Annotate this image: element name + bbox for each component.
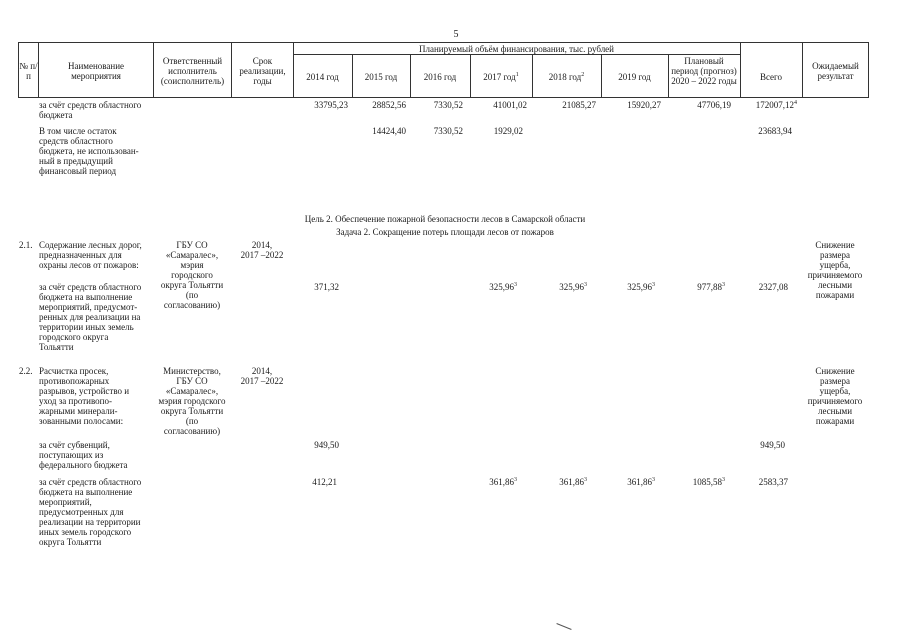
task-heading: Задача 2. Сокращение потерь площади лесов от пожаров bbox=[336, 227, 554, 237]
row-responsible: Министерство, ГБУ СО «Самаралес», мэрия городского округа Тольятти (по согласованию) bbox=[158, 366, 226, 436]
header-2018: 2018 год$^2$ bbox=[548, 72, 585, 82]
cell-plan: 1085,58$^3$ bbox=[692, 477, 725, 487]
header-responsible: Ответственный исполнитель (соисполнитель) bbox=[160, 56, 225, 86]
col-border bbox=[38, 42, 39, 98]
header-2017: 2017 год$^1$ bbox=[483, 72, 519, 82]
col-border bbox=[740, 42, 741, 98]
header-num: № п/п bbox=[19, 61, 38, 81]
row-responsible: ГБУ СО «Самаралес», мэрия городского округа Тольятти (по согласованию) bbox=[160, 240, 224, 310]
row-name: Содержание лесных дорог, предназначенных для охраны лесов от пожаров: bbox=[39, 240, 142, 270]
row-name: за счёт средств областного бюджета bbox=[39, 100, 142, 120]
header-sub-border bbox=[293, 54, 740, 55]
goal-heading: Цель 2. Обеспечение пожарной безопасности лесов в Самарской области bbox=[304, 214, 586, 224]
cell-2018: 325,96$^3$ bbox=[559, 282, 587, 292]
cell-2017: 361,86$^3$ bbox=[489, 477, 517, 487]
header-name: Наименование мероприятия bbox=[67, 61, 125, 81]
cell-2016: 7330,52 bbox=[433, 100, 463, 110]
cell-2019: 15920,27 bbox=[627, 100, 661, 110]
header-result: Ожидаемый результат bbox=[812, 61, 859, 81]
cell-total: 23683,94 bbox=[758, 126, 792, 136]
cell-plan: 977,88$^3$ bbox=[697, 282, 725, 292]
row-name: за счёт средств областного бюджета на выполнение мероприятий, предусмот- ренных для реализации на территории иных земель городского округа Тольятти bbox=[39, 282, 142, 352]
header-total: Всего bbox=[759, 72, 783, 82]
row-name: Расчистка просек, противопожарных разрывов, устройство и уход за противопо- жарными минерали- зованными полосами: bbox=[39, 366, 130, 426]
pen-mark bbox=[556, 623, 571, 630]
cell-2018: 361,86$^3$ bbox=[559, 477, 587, 487]
cell-2019: 361,86$^3$ bbox=[627, 477, 655, 487]
header-plan-period: Плановый период (прогноз) 2020 – 2022 годы bbox=[671, 56, 737, 86]
cell-2014: 949,50 bbox=[314, 440, 339, 450]
header-term: Срок реализации, годы bbox=[239, 56, 286, 86]
row-name: за счёт средств областного бюджета на выполнение мероприятий, предусмотренных для реализации на территории иных земель городского округа Тольятти bbox=[39, 477, 142, 547]
cell-plan: 47706,19 bbox=[697, 100, 731, 110]
row-name: за счёт субвенций, поступающих из федерального бюджета bbox=[39, 440, 128, 470]
cell-2014: 371,32 bbox=[314, 282, 339, 292]
row-result: Снижение размера ущерба, причиняемого лесными пожарами bbox=[807, 240, 863, 300]
cell-2014: 33795,23 bbox=[314, 100, 348, 110]
cell-2016: 7330,52 bbox=[433, 126, 463, 136]
cell-total: 949,50 bbox=[760, 440, 785, 450]
col-border bbox=[668, 54, 669, 98]
row-number: 2.2. bbox=[19, 366, 33, 376]
header-planned: Планируемый объём финансирования, тыс. рублей bbox=[418, 44, 614, 54]
header-2016: 2016 год bbox=[423, 72, 457, 82]
row-term: 2014, 2017 –2022 bbox=[240, 366, 284, 386]
cell-2017: 325,96$^3$ bbox=[489, 282, 517, 292]
cell-2017: 1929,02 bbox=[493, 126, 523, 136]
page-number: 5 bbox=[453, 29, 459, 40]
cell-total: 172007,12$^4$ bbox=[755, 100, 797, 110]
cell-2015: 14424,40 bbox=[372, 126, 406, 136]
cell-2017: 41001,02 bbox=[493, 100, 527, 110]
cell-total: 2327,08 bbox=[758, 282, 788, 292]
row-term: 2014, 2017 –2022 bbox=[240, 240, 284, 260]
row-number: 2.1. bbox=[19, 240, 33, 250]
cell-2014: 412,21 bbox=[312, 477, 337, 487]
header-2014: 2014 год bbox=[306, 72, 339, 82]
cell-total: 2583,37 bbox=[758, 477, 788, 487]
header-2019: 2019 год bbox=[618, 72, 651, 82]
col-border bbox=[868, 42, 869, 98]
row-name: В том числе остаток средств областного бюджета, не использован- ный в предыдущий финансовый период bbox=[39, 126, 139, 176]
header-2015: 2015 год bbox=[364, 72, 398, 82]
row-result: Снижение размера ущерба, причиняемого лесными пожарами bbox=[807, 366, 863, 426]
cell-2018: 21085,27 bbox=[562, 100, 596, 110]
cell-2019: 325,96$^3$ bbox=[627, 282, 655, 292]
cell-2015: 28852,56 bbox=[372, 100, 406, 110]
